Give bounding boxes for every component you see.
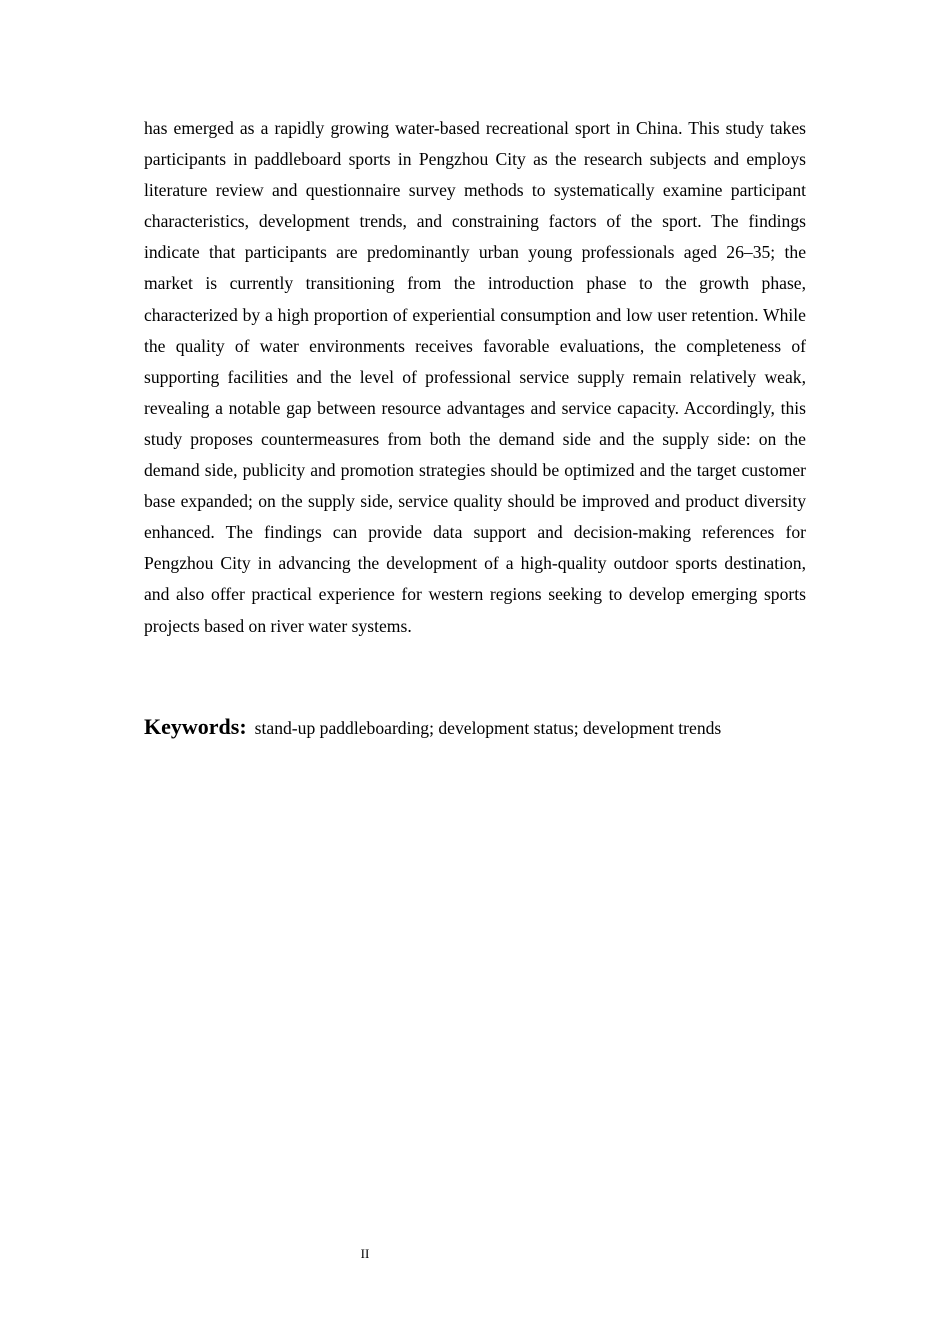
keywords-line	[144, 714, 844, 740]
page-number: II	[360, 1246, 370, 1261]
abstract-body-text: has emerged as a rapidly growing water-based recreational sport in China. This study takes participants in paddleboard sports in Pengzhou City as the research subjects and employs literature review and questionnaire survey methods to systematically examine participant characteristics, development trends, and constraining factors of the sport. The findings indicate that participants are predominantly urban young professionals aged 26–35; the market is currently transitioning from the introduction phase to the growth phase, characterized by a high proportion of experiential consumption and low user retention. While the quality of water environments receives favorable evaluations, the completeness of supporting facilities and the level of professional service supply remain relatively weak, revealing a notable gap between resource advantages and service capacity. Accordingly, this study proposes countermeasures from both the demand side and the supply side: on the demand side, publicity and promotion strategies should be optimized and the target customer base expanded; on the supply side, service quality should be improved and product diversity enhanced. The findings can provide data support and decision-making references for Pengzhou City in advancing the development of a high-quality outdoor sports destination, and also offer practical experience for western regions seeking to develop emerging sports projects based on river water systems.	[144, 118, 806, 636]
keywords-list: stand-up paddleboarding; development status; development trends	[254, 718, 722, 738]
keywords-label: Keywords:	[144, 714, 247, 739]
